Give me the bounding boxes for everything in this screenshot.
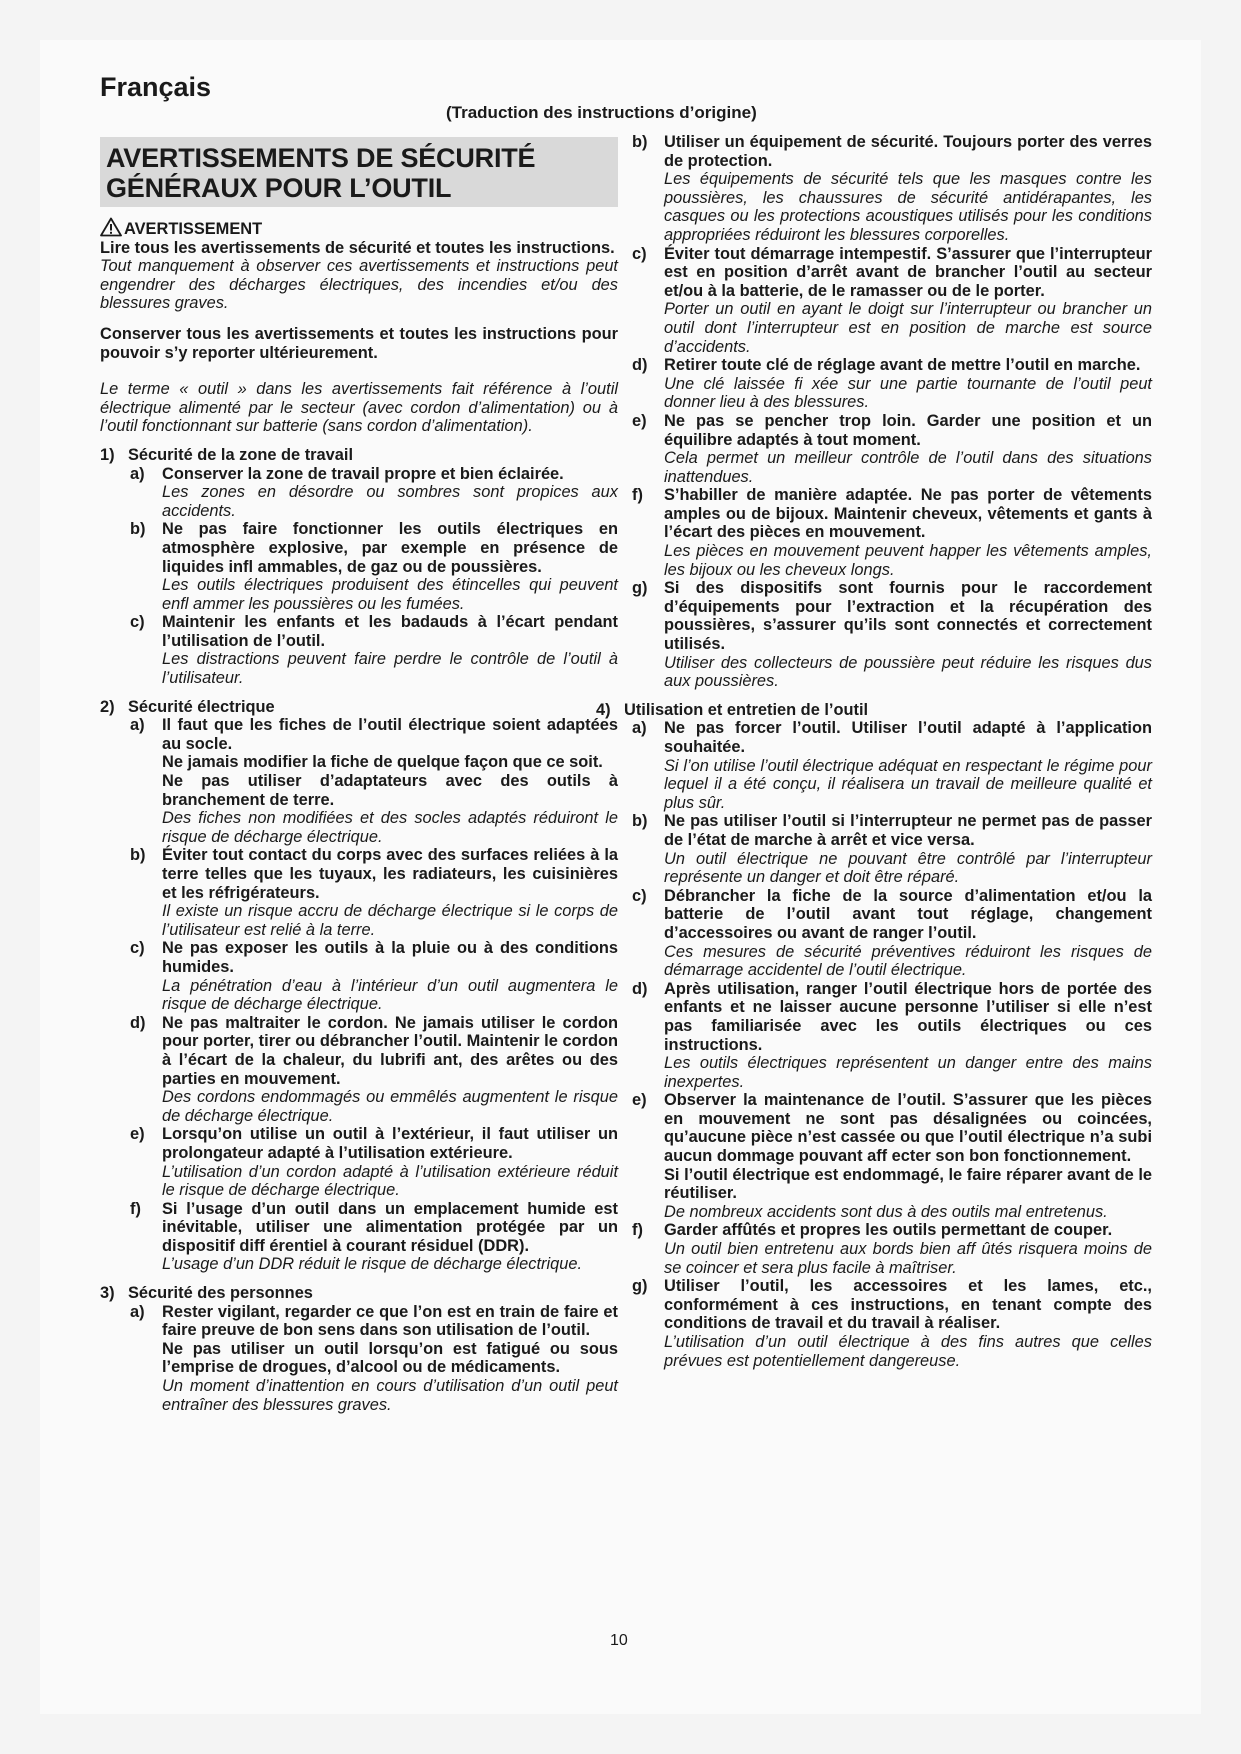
section-4-title: Utilisation et entretien de l’outil: [624, 700, 869, 719]
item-bold: Retirer toute clé de réglage avant de mettre l’outil en marche.: [664, 356, 1141, 375]
page-number: 10: [610, 1632, 628, 1649]
item-bold: Ne pas forcer l’outil. Utiliser l’outil adapté à l’application souhaitée.: [664, 719, 1152, 756]
item-3f: [632, 486, 1152, 579]
item-letter: b): [130, 520, 146, 539]
item-1a: [130, 465, 618, 521]
item-3d: [632, 356, 1152, 412]
item-bold: Si l’usage d’un outil dans un emplacement humide est inévitable, utiliser une alimentation protégée par un dispositif diff érentiel à courant résiduel (DDR).: [162, 1199, 618, 1255]
item-bold: S’habiller de manière adaptée. Ne pas porter de vêtements amples ou de bijoux. Maintenir cheveux, vêtements et gants à l’écart des pièces en mouvement.: [664, 486, 1152, 542]
section-3-heading: [100, 1284, 618, 1303]
safety-banner: [100, 137, 618, 207]
item-1b: [130, 520, 618, 613]
item-note: Les pièces en mouvement peuvent happer les vêtements amples, les bijoux ou les cheveux longs.: [664, 542, 1152, 579]
warning-heading: [100, 217, 618, 239]
item-letter: b): [632, 812, 648, 831]
left-column: [100, 133, 618, 1414]
item-4f: [632, 1221, 1152, 1277]
item-letter: c): [632, 886, 647, 905]
item-bold: Si l’outil électrique est endommagé, le faire réparer avant de le réutiliser.: [664, 1165, 1152, 1203]
item-bold: Si des dispositifs sont fournis pour le raccordement d’équipements pour l’extraction et la récupération des poussières, s’assurer qu’ils sont connectés et correctement utilisés.: [664, 579, 1152, 654]
item-note: L’usage d’un DDR réduit le risque de décharge électrique.: [162, 1255, 583, 1274]
item-note: Des fiches non modifiées et des socles adaptés réduiront le risque de décharge électrique.: [162, 809, 618, 846]
item-3c: [632, 245, 1152, 357]
item-1c: [130, 613, 618, 687]
item-letter: a): [130, 1302, 145, 1321]
translation-subtitle: (Traduction des instructions d’origine): [446, 103, 757, 122]
item-bold: Maintenir les enfants et les badauds à l’écart pendant l’utilisation de l’outil.: [162, 613, 618, 650]
item-bold: Il faut que les fiches de l’outil électrique soient adaptées au socle.: [162, 716, 618, 753]
item-4b: [632, 812, 1152, 886]
right-column: [596, 133, 1152, 1370]
item-letter: d): [130, 1013, 146, 1032]
item-note: Des cordons endommagés ou emmêlés augmentent le risque de décharge électrique.: [162, 1088, 618, 1125]
item-bold: Utiliser l’outil, les accessoires et les lames, etc., conformément à ces instructions, en tenant compte des conditions de travail et du travail à réaliser.: [664, 1277, 1152, 1333]
item-note: Utiliser des collecteurs de poussière peut réduire les risques dus aux poussières.: [664, 653, 1152, 691]
item-note: De nombreux accidents sont dus à des outils mal entretenus.: [664, 1202, 1108, 1221]
item-3b: [632, 133, 1152, 245]
item-bold: Utiliser un équipement de sécurité. Toujours porter des verres de protection.: [664, 133, 1152, 170]
warning-term: Le terme « outil » dans les avertissements fait référence à l’outil électrique alimenté par le secteur (avec cordon d’alimentation) ou à l’outil fonctionnant sur batterie (sans cordon d’alimentation).: [100, 380, 618, 436]
section-2-heading: [100, 698, 618, 717]
item-letter: e): [632, 1091, 647, 1110]
item-bold: Ne pas utiliser un outil lorsqu’on est fatigué ou sous l’emprise de drogues, d’alcool ou de médicaments.: [162, 1339, 618, 1377]
item-letter: f): [130, 1199, 141, 1218]
item-2e: [130, 1125, 618, 1199]
item-note: Les zones en désordre ou sombres sont propices aux accidents.: [162, 483, 618, 520]
item-note: Les outils électriques produisent des étincelles qui peuvent enfl ammer les poussières ou les fumées.: [162, 576, 618, 613]
item-bold: Lorsqu’on utilise un outil à l’extérieur, il faut utiliser un prolongateur adapté à l’utilisation extérieure.: [162, 1125, 618, 1162]
item-note: Il existe un risque accru de décharge électrique si le corps de l’utilisateur est relié à la terre.: [162, 902, 618, 939]
section-4-heading: [596, 701, 1152, 720]
item-2d: [130, 1014, 618, 1126]
item-2a: [130, 716, 618, 846]
warning-label: AVERTISSEMENT: [124, 220, 263, 238]
item-4a: [632, 719, 1152, 812]
item-bold: Ne jamais modifier la fiche de quelque façon que ce soit.: [162, 753, 603, 772]
warning-triangle-icon: [100, 217, 122, 237]
item-bold: Ne pas utiliser d’adaptateurs avec des outils à branchement de terre.: [162, 772, 618, 809]
item-letter: a): [632, 719, 647, 738]
item-4g: [632, 1277, 1152, 1370]
item-letter: a): [130, 464, 145, 483]
item-bold: Garder affûtés et propres les outils permettant de couper.: [664, 1221, 1113, 1240]
item-bold: Conserver la zone de travail propre et bien éclairée.: [162, 464, 564, 483]
item-letter: f): [632, 486, 643, 505]
item-bold: Après utilisation, ranger l’outil électrique hors de portée des enfants et ne laisser aucune personne l’utiliser si elle n’est pas familiarisée avec les outils électriques ou ces instructions.: [664, 979, 1152, 1054]
item-bold: Ne pas utiliser l’outil si l’interrupteur ne permet pas de passer de l’état de marche à arrêt et vice versa.: [664, 812, 1152, 849]
item-letter: b): [130, 846, 146, 865]
item-bold: Ne pas exposer les outils à la pluie ou à des conditions humides.: [162, 939, 618, 976]
item-note: Un outil électrique ne pouvant être contrôlé par l’interrupteur représente un danger et doit être réparé.: [664, 849, 1152, 887]
item-note: Les outils électriques représentent un danger entre des mains inexpertes.: [664, 1054, 1152, 1091]
section-1-title: Sécurité de la zone de travail: [128, 445, 354, 464]
item-bold: Éviter tout contact du corps avec des surfaces reliées à la terre telles que les tuyaux, les radiateurs, les cuisinières et les réfrigérateurs.: [162, 846, 618, 902]
item-bold: Débrancher la fiche de la source d’alimentation et/ou la batterie de l’outil avant tout réglage, changement d’accessoires ou avant de ranger l’outil.: [664, 886, 1152, 942]
item-bold: Ne pas maltraiter le cordon. Ne jamais utiliser le cordon pour porter, tirer ou débrancher l’outil. Maintenir le cordon à l’écart de la chaleur, du lubrifi ant, des arêtes ou des parties en mouvement.: [162, 1013, 618, 1088]
item-2f: [130, 1200, 618, 1274]
warning-consequence: Tout manquement à observer ces avertissements et instructions peut engendrer des décharges électriques, des incendies et/ou des blessures graves.: [100, 257, 618, 313]
warning-read-all: Lire tous les avertissements de sécurité et toutes les instructions.: [100, 238, 615, 257]
item-note: La pénétration d’eau à l’intérieur d’un outil augmentera le risque de décharge électrique.: [162, 976, 618, 1014]
item-letter: c): [130, 613, 145, 632]
banner-line-2: GÉNÉRAUX POUR L’OUTIL: [106, 173, 452, 203]
item-bold: Rester vigilant, regarder ce que l’on est en train de faire et faire preuve de bon sens dans son utilisation de l’outil.: [162, 1302, 618, 1340]
item-bold: Ne pas se pencher trop loin. Garder une position et un équilibre adaptés à tout moment.: [664, 411, 1152, 449]
section-2-title: Sécurité électrique: [128, 697, 275, 716]
item-2c: [130, 939, 618, 1013]
item-note: Les distractions peuvent faire perdre le contrôle de l’outil à l’utilisateur.: [162, 650, 618, 688]
item-3e: [632, 412, 1152, 486]
item-note: Une clé laissée fi xée sur une partie tournante de l’outil peut donner lieu à des blessures.: [664, 374, 1152, 412]
section-2-number: 2): [100, 697, 115, 716]
section-4-number: 4): [596, 700, 611, 719]
item-bold: Éviter tout démarrage intempestif. S’assurer que l’interrupteur est en position d’arrêt avant de brancher l’outil au secteur et/ou à la batterie, de le ramasser ou de le porter.: [664, 244, 1152, 300]
item-2b: [130, 846, 618, 939]
item-letter: c): [130, 939, 145, 958]
item-bold: Observer la maintenance de l’outil. S’assurer que les pièces en mouvement ne sont pas désalignées ou coincées, qu’aucune pièce n’est cassée ou que l’outil électrique n’a subi aucun dommage pouvant aff ecter son bon fonctionnement.: [664, 1091, 1152, 1166]
item-note: Les équipements de sécurité tels que les masques contre les poussières, les chaussures de sécurité antidérapantes, les casques ou les protections acoustiques utilisés pour les conditions appropriées réduiront les blessures corporelles.: [664, 170, 1152, 244]
warning-keep: Conserver tous les avertissements et toutes les instructions pour pouvoir s’y reporter ultérieurement.: [100, 324, 618, 362]
item-letter: d): [632, 356, 648, 375]
item-4e: [632, 1091, 1152, 1221]
section-1-number: 1): [100, 445, 115, 464]
item-4d: [632, 980, 1152, 1092]
section-3-number: 3): [100, 1284, 115, 1303]
item-letter: d): [632, 979, 648, 998]
item-note: Si l’on utilise l’outil électrique adéquat en respectant le régime pour lequel il a été conçu, il réalisera un travail de meilleure qualité et plus sûr.: [664, 756, 1152, 812]
section-1-heading: [100, 446, 618, 465]
banner-line-1: AVERTISSEMENTS DE SÉCURITÉ: [106, 143, 536, 173]
item-note: Un moment d’inattention en cours d’utilisation d’un outil peut entraîner des blessures graves.: [162, 1377, 618, 1414]
item-letter: g): [632, 579, 648, 598]
item-note: Un outil bien entretenu aux bords bien aff ûtés risquera moins de se coincer et sera plus facile à maîtriser.: [664, 1240, 1152, 1277]
item-letter: b): [632, 133, 648, 151]
item-letter: e): [130, 1125, 145, 1144]
item-bold: Ne pas faire fonctionner les outils électriques en atmosphère explosive, par exemple en présence de liquides infl ammables, de gaz ou de poussières.: [162, 520, 618, 576]
item-3a: [130, 1303, 618, 1415]
item-3g: [632, 579, 1152, 691]
item-note: L’utilisation d’un outil électrique à des fins autres que celles prévues est potentiellement dangereuse.: [664, 1333, 1152, 1370]
section-3-title: Sécurité des personnes: [128, 1284, 313, 1303]
item-4c: [632, 887, 1152, 980]
item-letter: g): [632, 1277, 648, 1296]
item-note: Porter un outil en ayant le doigt sur l’interrupteur ou brancher un outil dont l’interrupteur est en position de marche est source d’accidents.: [664, 300, 1152, 356]
item-letter: a): [130, 716, 145, 735]
item-letter: c): [632, 244, 647, 263]
item-letter: f): [632, 1221, 643, 1240]
item-note: Cela permet un meilleur contrôle de l’outil dans des situations inattendues.: [664, 449, 1152, 486]
item-note: L’utilisation d’un cordon adapté à l’utilisation extérieure réduit le risque de décharge électrique.: [162, 1162, 618, 1200]
item-note: Ces mesures de sécurité préventives réduiront les risques de démarrage accidentel de l’outil électrique.: [664, 942, 1152, 980]
language-heading: Français: [100, 72, 212, 102]
item-letter: e): [632, 411, 647, 430]
